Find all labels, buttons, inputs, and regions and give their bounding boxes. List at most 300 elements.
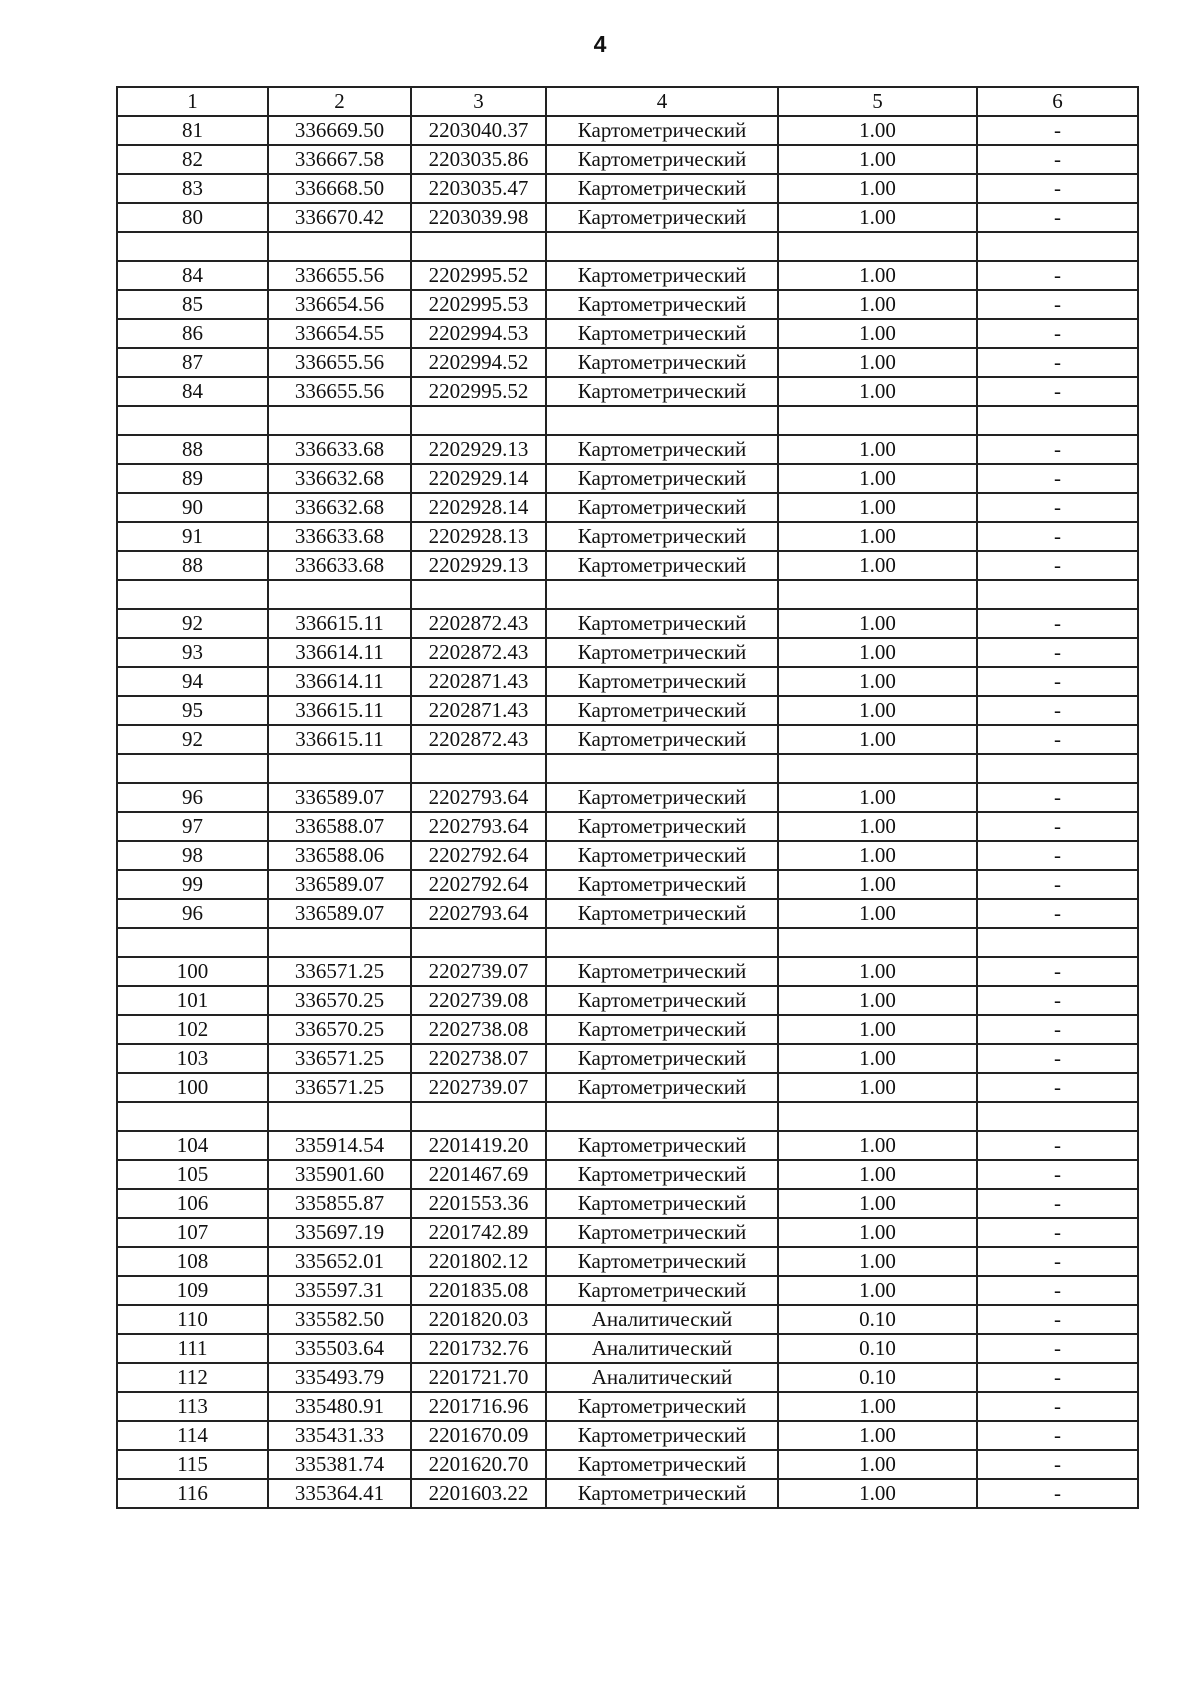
note-cell: - [977, 1363, 1138, 1392]
y-coordinate-cell: 2202995.52 [411, 377, 546, 406]
table-row [117, 609, 1138, 638]
x-coordinate-cell: 336615.11 [268, 725, 411, 754]
point-number-cell [117, 580, 268, 609]
note-cell: - [977, 899, 1138, 928]
point-number-cell: 105 [117, 1160, 268, 1189]
note-cell: - [977, 1247, 1138, 1276]
table-row [117, 464, 1138, 493]
table-row [117, 725, 1138, 754]
method-cell: Картометрический [546, 986, 778, 1015]
accuracy-cell: 1.00 [778, 638, 977, 667]
y-coordinate-cell: 2201620.70 [411, 1450, 546, 1479]
method-cell: Картометрический [546, 783, 778, 812]
x-coordinate-cell: 335493.79 [268, 1363, 411, 1392]
point-number-cell: 104 [117, 1131, 268, 1160]
x-coordinate-cell: 335652.01 [268, 1247, 411, 1276]
y-coordinate-cell: 2202793.64 [411, 899, 546, 928]
x-coordinate-cell: 336654.55 [268, 319, 411, 348]
table-row [117, 1015, 1138, 1044]
note-cell: - [977, 812, 1138, 841]
point-number-cell: 88 [117, 551, 268, 580]
table-row [117, 638, 1138, 667]
y-coordinate-cell [411, 1102, 546, 1131]
note-cell: - [977, 1073, 1138, 1102]
table-row [117, 203, 1138, 232]
method-cell: Картометрический [546, 841, 778, 870]
accuracy-cell: 1.00 [778, 522, 977, 551]
note-cell: - [977, 377, 1138, 406]
y-coordinate-cell: 2201467.69 [411, 1160, 546, 1189]
y-coordinate-cell: 2202928.13 [411, 522, 546, 551]
method-cell: Картометрический [546, 435, 778, 464]
method-cell [546, 1102, 778, 1131]
accuracy-cell: 1.00 [778, 1160, 977, 1189]
note-cell: - [977, 1189, 1138, 1218]
method-cell: Картометрический [546, 464, 778, 493]
point-number-cell: 106 [117, 1189, 268, 1218]
y-coordinate-cell: 2202792.64 [411, 870, 546, 899]
note-cell: - [977, 1421, 1138, 1450]
y-coordinate-cell: 2202929.14 [411, 464, 546, 493]
x-coordinate-cell [268, 406, 411, 435]
table-separator-row [117, 754, 1138, 783]
x-coordinate-cell: 336633.68 [268, 435, 411, 464]
method-cell: Аналитический [546, 1334, 778, 1363]
method-cell: Картометрический [546, 725, 778, 754]
table-row [117, 435, 1138, 464]
y-coordinate-cell: 2203040.37 [411, 116, 546, 145]
method-cell: Картометрический [546, 870, 778, 899]
accuracy-cell: 1.00 [778, 377, 977, 406]
note-cell: - [977, 551, 1138, 580]
method-cell: Картометрический [546, 522, 778, 551]
note-cell: - [977, 1160, 1138, 1189]
note-cell [977, 406, 1138, 435]
y-coordinate-cell: 2201553.36 [411, 1189, 546, 1218]
method-cell: Аналитический [546, 1305, 778, 1334]
note-cell: - [977, 145, 1138, 174]
table-row [117, 377, 1138, 406]
point-number-cell: 112 [117, 1363, 268, 1392]
note-cell: - [977, 493, 1138, 522]
table-separator-row [117, 580, 1138, 609]
x-coordinate-cell: 336615.11 [268, 696, 411, 725]
accuracy-cell: 1.00 [778, 435, 977, 464]
accuracy-cell: 1.00 [778, 1131, 977, 1160]
accuracy-cell: 1.00 [778, 1479, 977, 1508]
accuracy-cell: 1.00 [778, 1044, 977, 1073]
x-coordinate-cell: 336668.50 [268, 174, 411, 203]
method-cell: Картометрический [546, 1189, 778, 1218]
table-row [117, 1247, 1138, 1276]
point-number-cell: 114 [117, 1421, 268, 1450]
point-number-cell: 115 [117, 1450, 268, 1479]
x-coordinate-cell: 336614.11 [268, 667, 411, 696]
method-cell: Картометрический [546, 609, 778, 638]
point-number-cell: 101 [117, 986, 268, 1015]
y-coordinate-cell: 2202928.14 [411, 493, 546, 522]
accuracy-cell: 1.00 [778, 696, 977, 725]
method-cell: Картометрический [546, 1073, 778, 1102]
accuracy-cell: 1.00 [778, 1392, 977, 1421]
accuracy-cell: 0.10 [778, 1334, 977, 1363]
note-cell: - [977, 1131, 1138, 1160]
accuracy-cell [778, 1102, 977, 1131]
point-number-cell: 111 [117, 1334, 268, 1363]
x-coordinate-cell: 336589.07 [268, 783, 411, 812]
note-cell [977, 232, 1138, 261]
y-coordinate-cell: 2203035.47 [411, 174, 546, 203]
x-coordinate-cell [268, 1102, 411, 1131]
method-cell: Картометрический [546, 1479, 778, 1508]
y-coordinate-cell: 2201419.20 [411, 1131, 546, 1160]
column-header: 5 [778, 87, 977, 116]
accuracy-cell: 1.00 [778, 174, 977, 203]
x-coordinate-cell: 336655.56 [268, 348, 411, 377]
y-coordinate-cell: 2202739.08 [411, 986, 546, 1015]
method-cell: Картометрический [546, 261, 778, 290]
accuracy-cell: 1.00 [778, 261, 977, 290]
y-coordinate-cell: 2202994.52 [411, 348, 546, 377]
note-cell: - [977, 841, 1138, 870]
note-cell: - [977, 667, 1138, 696]
x-coordinate-cell: 336589.07 [268, 899, 411, 928]
note-cell: - [977, 1334, 1138, 1363]
x-coordinate-cell: 335901.60 [268, 1160, 411, 1189]
table-row [117, 1276, 1138, 1305]
y-coordinate-cell: 2201603.22 [411, 1479, 546, 1508]
y-coordinate-cell: 2202793.64 [411, 812, 546, 841]
x-coordinate-cell: 335697.19 [268, 1218, 411, 1247]
note-cell: - [977, 435, 1138, 464]
note-cell: - [977, 957, 1138, 986]
accuracy-cell: 1.00 [778, 812, 977, 841]
accuracy-cell: 1.00 [778, 116, 977, 145]
accuracy-cell: 1.00 [778, 319, 977, 348]
table-row [117, 493, 1138, 522]
accuracy-cell: 1.00 [778, 725, 977, 754]
table-separator-row [117, 406, 1138, 435]
table-row [117, 348, 1138, 377]
point-number-cell: 92 [117, 725, 268, 754]
point-number-cell: 96 [117, 899, 268, 928]
accuracy-cell: 1.00 [778, 1015, 977, 1044]
y-coordinate-cell: 2202995.52 [411, 261, 546, 290]
x-coordinate-cell: 335381.74 [268, 1450, 411, 1479]
accuracy-cell: 1.00 [778, 1218, 977, 1247]
x-coordinate-cell: 336654.56 [268, 290, 411, 319]
x-coordinate-cell: 336615.11 [268, 609, 411, 638]
method-cell: Картометрический [546, 1160, 778, 1189]
accuracy-cell: 1.00 [778, 551, 977, 580]
page-number: 4 [593, 31, 607, 57]
table-row [117, 551, 1138, 580]
y-coordinate-cell: 2201742.89 [411, 1218, 546, 1247]
table-row [117, 145, 1138, 174]
accuracy-cell: 1.00 [778, 1450, 977, 1479]
note-cell: - [977, 319, 1138, 348]
y-coordinate-cell: 2201732.76 [411, 1334, 546, 1363]
method-cell: Картометрический [546, 1218, 778, 1247]
table-row [117, 1392, 1138, 1421]
accuracy-cell: 1.00 [778, 464, 977, 493]
method-cell: Картометрический [546, 899, 778, 928]
y-coordinate-cell: 2202738.07 [411, 1044, 546, 1073]
method-cell: Картометрический [546, 1044, 778, 1073]
method-cell [546, 580, 778, 609]
note-cell: - [977, 783, 1138, 812]
column-header: 1 [117, 87, 268, 116]
method-cell [546, 406, 778, 435]
note-cell [977, 754, 1138, 783]
point-number-cell: 98 [117, 841, 268, 870]
coordinates-table-body [117, 87, 1138, 1508]
method-cell: Картометрический [546, 348, 778, 377]
y-coordinate-cell: 2201716.96 [411, 1392, 546, 1421]
note-cell: - [977, 1044, 1138, 1073]
note-cell [977, 580, 1138, 609]
x-coordinate-cell: 336570.25 [268, 986, 411, 1015]
note-cell: - [977, 261, 1138, 290]
method-cell [546, 232, 778, 261]
y-coordinate-cell: 2202995.53 [411, 290, 546, 319]
table-row [117, 1334, 1138, 1363]
y-coordinate-cell [411, 580, 546, 609]
note-cell: - [977, 609, 1138, 638]
point-number-cell: 80 [117, 203, 268, 232]
x-coordinate-cell: 336571.25 [268, 1073, 411, 1102]
point-number-cell: 113 [117, 1392, 268, 1421]
y-coordinate-cell: 2202792.64 [411, 841, 546, 870]
accuracy-cell [778, 232, 977, 261]
y-coordinate-cell: 2201835.08 [411, 1276, 546, 1305]
accuracy-cell: 1.00 [778, 203, 977, 232]
table-row [117, 261, 1138, 290]
method-cell: Картометрический [546, 957, 778, 986]
note-cell: - [977, 1015, 1138, 1044]
table-row [117, 1189, 1138, 1218]
method-cell: Картометрический [546, 203, 778, 232]
x-coordinate-cell: 336667.58 [268, 145, 411, 174]
point-number-cell: 94 [117, 667, 268, 696]
point-number-cell [117, 754, 268, 783]
table-row [117, 957, 1138, 986]
y-coordinate-cell: 2202871.43 [411, 667, 546, 696]
method-cell: Картометрический [546, 696, 778, 725]
x-coordinate-cell: 336633.68 [268, 522, 411, 551]
accuracy-cell: 1.00 [778, 957, 977, 986]
x-coordinate-cell: 336570.25 [268, 1015, 411, 1044]
note-cell: - [977, 696, 1138, 725]
x-coordinate-cell: 335503.64 [268, 1334, 411, 1363]
table-row [117, 319, 1138, 348]
accuracy-cell: 1.00 [778, 986, 977, 1015]
column-header: 3 [411, 87, 546, 116]
point-number-cell: 109 [117, 1276, 268, 1305]
point-number-cell [117, 406, 268, 435]
point-number-cell: 89 [117, 464, 268, 493]
table-row [117, 841, 1138, 870]
y-coordinate-cell: 2202872.43 [411, 725, 546, 754]
point-number-cell: 82 [117, 145, 268, 174]
accuracy-cell: 1.00 [778, 1189, 977, 1218]
note-cell: - [977, 464, 1138, 493]
accuracy-cell: 1.00 [778, 290, 977, 319]
point-number-cell: 81 [117, 116, 268, 145]
y-coordinate-cell: 2201721.70 [411, 1363, 546, 1392]
method-cell: Картометрический [546, 1015, 778, 1044]
method-cell: Картометрический [546, 174, 778, 203]
method-cell: Картометрический [546, 667, 778, 696]
point-number-cell: 103 [117, 1044, 268, 1073]
x-coordinate-cell [268, 232, 411, 261]
table-row [117, 1131, 1138, 1160]
x-coordinate-cell: 336632.68 [268, 493, 411, 522]
y-coordinate-cell: 2202793.64 [411, 783, 546, 812]
table-row [117, 696, 1138, 725]
y-coordinate-cell [411, 406, 546, 435]
x-coordinate-cell: 335855.87 [268, 1189, 411, 1218]
table-row [117, 1160, 1138, 1189]
column-header: 6 [977, 87, 1138, 116]
x-coordinate-cell: 335914.54 [268, 1131, 411, 1160]
x-coordinate-cell: 335480.91 [268, 1392, 411, 1421]
y-coordinate-cell [411, 754, 546, 783]
note-cell: - [977, 116, 1138, 145]
note-cell: - [977, 1392, 1138, 1421]
note-cell: - [977, 1479, 1138, 1508]
table-row [117, 899, 1138, 928]
point-number-cell: 87 [117, 348, 268, 377]
x-coordinate-cell [268, 754, 411, 783]
note-cell: - [977, 348, 1138, 377]
table-row [117, 1479, 1138, 1508]
method-cell: Аналитический [546, 1363, 778, 1392]
note-cell [977, 1102, 1138, 1131]
point-number-cell: 107 [117, 1218, 268, 1247]
y-coordinate-cell: 2202929.13 [411, 435, 546, 464]
method-cell: Картометрический [546, 1421, 778, 1450]
table-row [117, 116, 1138, 145]
accuracy-cell: 1.00 [778, 1421, 977, 1450]
table-row [117, 986, 1138, 1015]
point-number-cell [117, 232, 268, 261]
x-coordinate-cell: 336614.11 [268, 638, 411, 667]
note-cell: - [977, 203, 1138, 232]
note-cell: - [977, 1305, 1138, 1334]
y-coordinate-cell: 2203039.98 [411, 203, 546, 232]
accuracy-cell: 1.00 [778, 493, 977, 522]
table-row [117, 1421, 1138, 1450]
x-coordinate-cell: 336655.56 [268, 261, 411, 290]
x-coordinate-cell: 336571.25 [268, 957, 411, 986]
coordinates-table [116, 86, 1139, 1509]
method-cell: Картометрический [546, 812, 778, 841]
accuracy-cell: 1.00 [778, 667, 977, 696]
x-coordinate-cell [268, 928, 411, 957]
accuracy-cell: 0.10 [778, 1363, 977, 1392]
y-coordinate-cell: 2203035.86 [411, 145, 546, 174]
note-cell: - [977, 725, 1138, 754]
accuracy-cell: 1.00 [778, 348, 977, 377]
y-coordinate-cell: 2202871.43 [411, 696, 546, 725]
table-row [117, 870, 1138, 899]
table-row [117, 522, 1138, 551]
note-cell: - [977, 1218, 1138, 1247]
note-cell [977, 928, 1138, 957]
accuracy-cell [778, 754, 977, 783]
x-coordinate-cell: 336588.07 [268, 812, 411, 841]
table-row [117, 1305, 1138, 1334]
accuracy-cell: 1.00 [778, 841, 977, 870]
table-row [117, 667, 1138, 696]
point-number-cell: 99 [117, 870, 268, 899]
x-coordinate-cell: 335597.31 [268, 1276, 411, 1305]
point-number-cell: 91 [117, 522, 268, 551]
note-cell: - [977, 1450, 1138, 1479]
table-separator-row [117, 232, 1138, 261]
x-coordinate-cell: 336655.56 [268, 377, 411, 406]
y-coordinate-cell: 2202739.07 [411, 957, 546, 986]
method-cell: Картометрический [546, 377, 778, 406]
x-coordinate-cell: 335431.33 [268, 1421, 411, 1450]
table-row [117, 1218, 1138, 1247]
point-number-cell: 90 [117, 493, 268, 522]
method-cell: Картометрический [546, 1276, 778, 1305]
accuracy-cell [778, 928, 977, 957]
point-number-cell: 100 [117, 1073, 268, 1102]
table-row [117, 1073, 1138, 1102]
table-row [117, 812, 1138, 841]
table-separator-row [117, 928, 1138, 957]
method-cell: Картометрический [546, 1392, 778, 1421]
x-coordinate-cell: 335582.50 [268, 1305, 411, 1334]
y-coordinate-cell [411, 928, 546, 957]
point-number-cell: 108 [117, 1247, 268, 1276]
note-cell: - [977, 638, 1138, 667]
column-header: 4 [546, 87, 778, 116]
accuracy-cell: 1.00 [778, 1247, 977, 1276]
y-coordinate-cell: 2201670.09 [411, 1421, 546, 1450]
point-number-cell: 84 [117, 377, 268, 406]
method-cell: Картометрический [546, 1247, 778, 1276]
y-coordinate-cell: 2202872.43 [411, 609, 546, 638]
table-header-row [117, 87, 1138, 116]
table-row [117, 174, 1138, 203]
point-number-cell [117, 928, 268, 957]
point-number-cell: 86 [117, 319, 268, 348]
point-number-cell: 97 [117, 812, 268, 841]
table-separator-row [117, 1102, 1138, 1131]
column-header: 2 [268, 87, 411, 116]
point-number-cell: 84 [117, 261, 268, 290]
point-number-cell: 93 [117, 638, 268, 667]
table-row [117, 783, 1138, 812]
point-number-cell: 85 [117, 290, 268, 319]
accuracy-cell: 1.00 [778, 783, 977, 812]
point-number-cell [117, 1102, 268, 1131]
method-cell: Картометрический [546, 551, 778, 580]
method-cell: Картометрический [546, 145, 778, 174]
method-cell: Картометрический [546, 290, 778, 319]
note-cell: - [977, 174, 1138, 203]
point-number-cell: 116 [117, 1479, 268, 1508]
y-coordinate-cell: 2201802.12 [411, 1247, 546, 1276]
y-coordinate-cell: 2202738.08 [411, 1015, 546, 1044]
table-row [117, 1363, 1138, 1392]
accuracy-cell: 1.00 [778, 1073, 977, 1102]
accuracy-cell: 1.00 [778, 899, 977, 928]
